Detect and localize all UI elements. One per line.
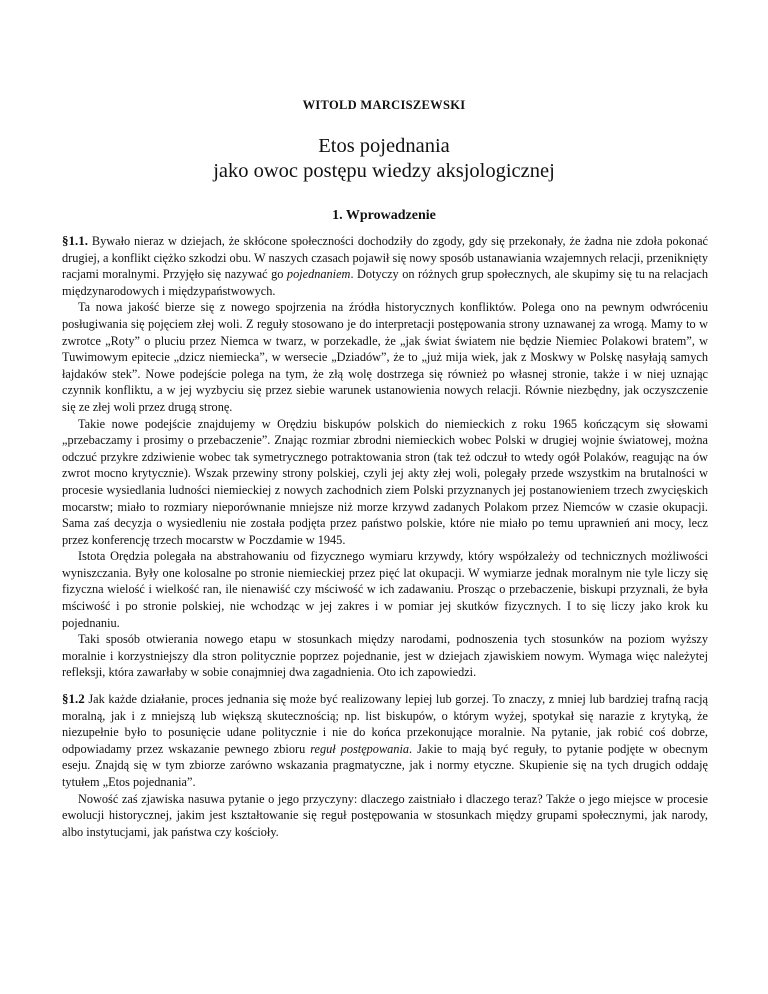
body-text <box>62 233 708 840</box>
paragraph-5: Taki sposób otwierania nowego etapu w stosunkach między narodami, podnoszenia tych stosunków na poziom wyższy moralnie i korzystniejszy dla stron politycznie poprzez pojednanie, jest w dziejach zjawiskiem nowym. Wymaga więc należytej refleksji, która zawarłaby w sobie conajmniej dwa zagadnienia. Oto ich zapowiedzi. <box>62 632 708 680</box>
paragraph-text: Bywało nieraz w dziejach, że skłócone społeczności dochodziły do zgody, gdy się przekonały, że żadna nie zdoła pokonać drugiej, a konflikt ciężko szkodzi obu. W naszych czasach pojawił się nowy sposób ustanawiania wzajemnych relacji, przeniknięty racjami moralnymi. Przyjęło się nazywać go <box>62 234 708 282</box>
section-label: §1.2 <box>62 691 85 707</box>
paragraph-3: Takie nowe podejście znajdujemy w Orędziu biskupów polskich do niemieckich z roku 1965 kończącym się słowami „przebaczamy i prosimy o przebaczenie”. Znając rozmiar zbrodni niemieckich wobec Polski w drugiej wojnie światowej, można odczuć przykre zdziwienie wobec tak symetrycznego potraktowania stron (tak też odczuł to wtedy ogół Polaków, reagując na ów zwrot mocno krytycznie). Wszak przewiny strony polskiej, czyli jej akty złej woli, polegały przede wszystkim na brutalności w procesie wysiedlania ludności niemieckiej z nowych zachodnich ziem Polski przyznanych jej postanowieniem trzech zwycięskich mocarstw; miało to rozmiary nieporównanie mniejsze niż morze krzywd zadanych Polakom przez Niemców w czasie okupacji. Sama zaś decyzja o wysiedleniu nie została podjęta przez państwo polskie, które nie miało po temu uprawnień ani mocy, lecz przez konferencję trzech mocarstw w Poczdamie w 1945. <box>62 416 708 547</box>
paragraph-text: Jak każde działanie, proces jednania się może być realizowany lepiej lub gorzej. To znaczy, z mniej lub bardziej trafną racją moralną, jak i z mniejszą lub większą skutecznością; np. list biskupów, o którym wyżej, spotykał się narazie z krytyką, że niezupełnie było to posunięcie udane politycznie i nie do końca przekonujące moralnie. Na pytanie, jak robić coś dobrze, odpowiadamy przez wskazanie pewnego zbioru <box>62 692 708 756</box>
paragraph-text: . Jakie to mają być reguły, to pytanie podjęte w obecnym eseju. Znajdą się w tym zbiorze zarówno wskazania pragmatyczne, jak i normy etyczne. Skupienie się na tych drugich oddaję tytułem „Etos pojednania”. <box>62 741 708 789</box>
section-heading: 1. Wprowadzenie <box>332 208 436 223</box>
paragraph-1-1 <box>62 233 708 299</box>
title-line-2: jako owoc postępu wiedzy aksjologicznej <box>213 160 555 182</box>
author-name: WITOLD MARCISZEWSKI <box>302 98 466 112</box>
paragraph-4: Istota Orędzia polegała na abstrahowaniu od fizycznego wymiaru krzywdy, który współzależy od technicznych możliwości wyniszczania. Były one kolosalne po stronie niemieckiej przez pięć lat okupacji. W wymiarze jednak moralnym nie tyle liczy się fizyczna wielość i wielkość ran, ile nienawiść czy mściwość w ich zadawaniu. Prosząc o przebaczenie, biskupi przyznali, że była mściwość i po stronie polskiej, nie wchodząc w jej zakres i w pomiar jej skutków fizycznych. I to się liczy jako krok ku pojednaniu. <box>62 549 708 630</box>
paragraph-text: . Dotyczy on różnych grup społecznych, ale skupimy się tu na relacjach międzynarodowych i międzypaństwowych. <box>62 267 708 298</box>
emphasis-text: pojednaniem <box>286 267 351 282</box>
paragraph-7: Nowość zaś zjawiska nasuwa pytanie o jego przyczyny: dlaczego zaistniało i dlaczego teraz? Także o jego miejsce w procesie ewolucji historycznej, jakim jest kształtowanie się reguł postępowania w stosunkach między grupami społecznymi, jak narody, albo instytucjami, jak państwa czy kościoły. <box>62 791 708 839</box>
paper-title <box>0 134 768 184</box>
paragraph-2: Ta nowa jakość bierze się z nowego spojrzenia na źródła historycznych konfliktów. Polega ono na pewnym odwróceniu posługiwania się pojęciem złej woli. Z reguły stosowano je do interpretacji postępowania strony uznawanej za wrogą. Mamy to w zwrotce „Roty” o pluciu przez Niemca w twarz, w porzekadle, że „jak świat światem nie będzie Niemiec Polakowi bratem”, w Tuwimowym epitecie „dzicz niemiecka”, w wersecie „Dziadów”, że to „już mija wiek, jak z Moskwy w Polskę nasyłają samych łajdaków stek”. Nowe podejście polega na tym, że złą wolę dostrzega się również po własnej stronie, także i w niej uznając czynnik konfliktu, a w jej wyzbyciu się przez siebie warunek ustanowienia nowych relacji. Równie niezbędny, jak oczyszczenie się ze złej woli przez drugą stronę. <box>62 300 708 414</box>
section-label: §1.1. <box>62 233 88 248</box>
paragraph-1-2 <box>62 691 708 791</box>
title-line-1: Etos pojednania <box>318 135 450 157</box>
emphasis-text: reguł postępowania <box>310 741 410 756</box>
